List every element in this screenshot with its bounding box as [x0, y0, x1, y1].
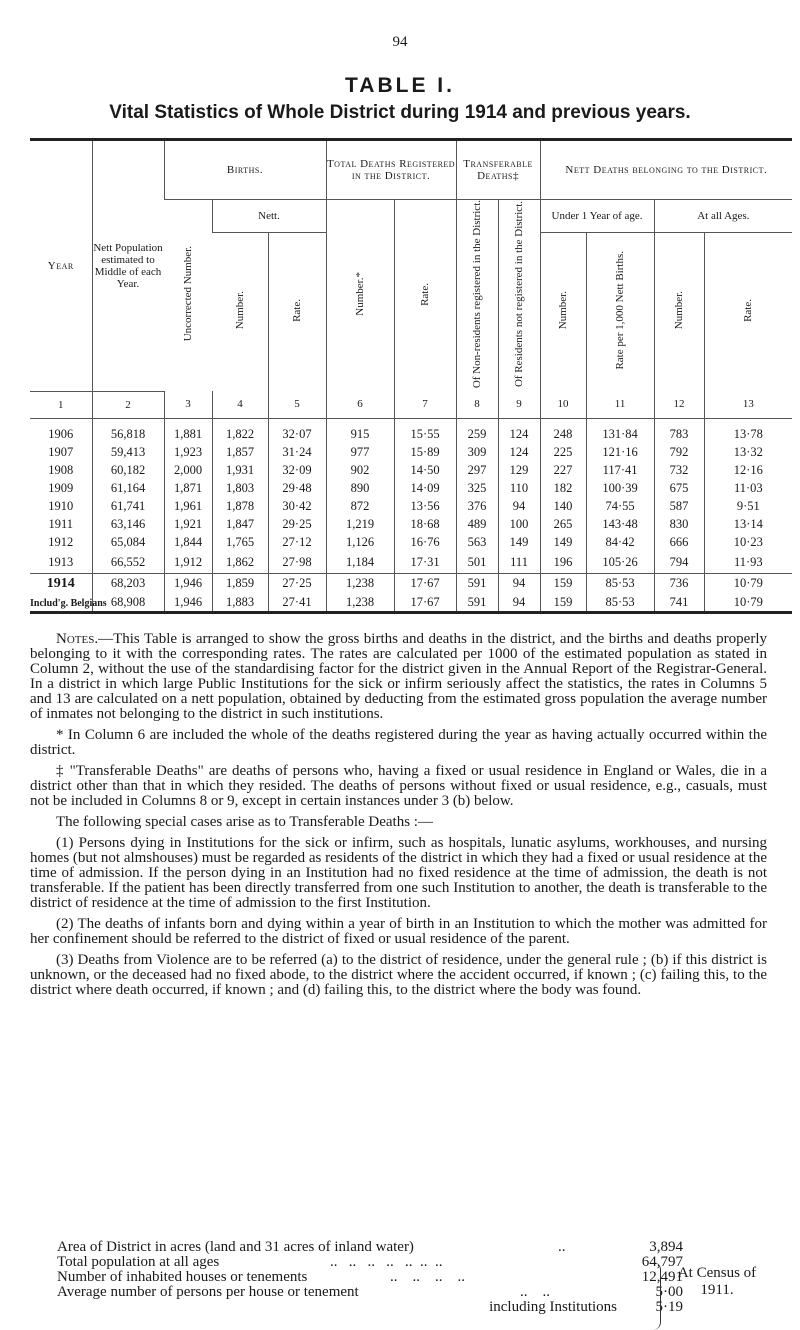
census-including-label: including Institutions — [489, 1299, 617, 1315]
cell-year — [30, 551, 92, 574]
cell-deaths-number: 1,238 — [326, 573, 394, 593]
cell-residents-not-registered: 124 — [498, 418, 540, 443]
header-nett-rate: Rate. — [742, 298, 755, 322]
cell-year — [30, 515, 92, 533]
census-area-value: 3,894 — [649, 1239, 683, 1255]
year-label: 1907 — [48, 444, 74, 459]
cell-residents-not-registered: 94 — [498, 497, 540, 515]
cell-year — [30, 479, 92, 497]
column-number: 13 — [704, 391, 792, 418]
header-year: Year — [30, 140, 92, 392]
footnote-transferable: ‡ "Transferable Deaths" are deaths of persons who, having a fixed or usual residence in England or Wales, die in a district other than that in which they resided. The deaths of persons without fixed or usual residence, e.g., casuals, must not be included in Columns 8 or 9, except in certain instances under 3 (b) below. — [30, 763, 767, 809]
cell-year — [30, 443, 92, 461]
census-row-area: Area of District in acres (land and 31 acres of inland water) .. 3,894 — [57, 1239, 683, 1255]
cell-births-nett: 1,883 — [212, 593, 268, 613]
cell-infant-deaths: 265 — [540, 515, 586, 533]
census-population-label: Total population at all ages — [57, 1254, 220, 1270]
notes-section — [30, 632, 767, 1004]
cell-deaths-number: 1,126 — [326, 533, 394, 551]
cell-non-residents: 501 — [456, 551, 498, 574]
cell-infant-rate: 74·55 — [586, 497, 654, 515]
table-row — [30, 573, 792, 593]
cell-nett-rate: 11·03 — [704, 479, 792, 497]
table-row — [30, 551, 792, 574]
cell-infant-deaths: 248 — [540, 418, 586, 443]
cell-infant-rate: 105·26 — [586, 551, 654, 574]
cell-infant-deaths: 149 — [540, 533, 586, 551]
cell-non-residents: 591 — [456, 593, 498, 613]
cell-deaths-number: 915 — [326, 418, 394, 443]
cell-non-residents: 376 — [456, 497, 498, 515]
footnote-asterisk: * In Column 6 are included the whole of the deaths registered during the year as having actually occurred within the district. — [30, 727, 767, 758]
cell-infant-deaths: 159 — [540, 593, 586, 613]
header-non-residents: Of Non-residents registered in the District. — [471, 200, 484, 389]
cell-year — [30, 593, 107, 613]
page-number: 94 — [392, 34, 408, 50]
notes-label: Notes. — [56, 631, 99, 647]
cell-non-residents: 591 — [456, 573, 498, 593]
cell-deaths-number: 902 — [326, 461, 394, 479]
cell-infant-rate: 143·48 — [586, 515, 654, 533]
special-case-infants: (2) The deaths of infants born and dying within a year of birth in an Institution to which the mother was admitted for her confinement should be referred to the district of fixed or usual residence of the parent. — [30, 916, 767, 947]
cell-year — [30, 533, 92, 551]
census-including-value: 5·19 — [655, 1299, 683, 1315]
cell-nett-deaths: 783 — [654, 418, 704, 443]
cell-birth-rate: 29·25 — [268, 515, 326, 533]
cell-infant-deaths: 225 — [540, 443, 586, 461]
column-number: 11 — [586, 391, 654, 418]
table-row — [30, 479, 792, 497]
column-number: 8 — [456, 391, 498, 418]
cell-births-uncorrected: 1,912 — [164, 551, 212, 574]
cell-infant-rate: 85·53 — [586, 573, 654, 593]
cell-births-uncorrected: 2,000 — [164, 461, 212, 479]
census-side-note: At Census of 1911. — [677, 1265, 757, 1298]
cell-non-residents: 297 — [456, 461, 498, 479]
census-brace — [652, 1262, 661, 1330]
column-number: 6 — [326, 391, 394, 418]
header-deaths-rate: Rate. — [419, 282, 432, 306]
cell-population: 59,413 — [92, 443, 164, 461]
column-number: 10 — [540, 391, 586, 418]
cell-death-rate: 14·50 — [394, 461, 456, 479]
year-label: Includ'g. Belgians — [30, 597, 107, 609]
cell-death-rate: 17·31 — [394, 551, 456, 574]
cell-birth-rate: 27·41 — [268, 593, 326, 613]
cell-nett-deaths: 675 — [654, 479, 704, 497]
cell-death-rate: 15·89 — [394, 443, 456, 461]
cell-births-uncorrected: 1,961 — [164, 497, 212, 515]
column-number: 4 — [212, 391, 268, 418]
cell-year — [30, 573, 92, 593]
column-number: 3 — [164, 391, 212, 418]
cell-nett-deaths: 741 — [654, 593, 704, 613]
cell-births-uncorrected: 1,946 — [164, 573, 212, 593]
cell-residents-not-registered: 94 — [498, 593, 540, 613]
cell-infant-rate: 131·84 — [586, 418, 654, 443]
census-row-average: Average number of persons per house or tenement .. .. 5·00 — [57, 1284, 683, 1300]
cell-death-rate: 17·67 — [394, 593, 456, 613]
cell-population: 65,084 — [92, 533, 164, 551]
cell-infant-deaths: 159 — [540, 573, 586, 593]
cell-residents-not-registered: 100 — [498, 515, 540, 533]
cell-birth-rate: 31·24 — [268, 443, 326, 461]
cell-population: 63,146 — [92, 515, 164, 533]
header-transferable-deaths: Transferable Deaths‡ — [456, 140, 540, 200]
census-population-value: 64,797 — [641, 1254, 683, 1270]
cell-nett-deaths: 732 — [654, 461, 704, 479]
table-row — [30, 418, 792, 443]
cell-births-nett: 1,803 — [212, 479, 268, 497]
cell-deaths-number: 1,238 — [326, 593, 394, 613]
cell-infant-deaths: 140 — [540, 497, 586, 515]
cell-non-residents: 309 — [456, 443, 498, 461]
cell-deaths-number: 890 — [326, 479, 394, 497]
column-number: 9 — [498, 391, 540, 418]
cell-nett-deaths: 666 — [654, 533, 704, 551]
special-case-violence: (3) Deaths from Violence are to be referred (a) to the district of residence, under the general rule ; (b) if this district is unknown, or the deceased had no fixed abode, to the district where the accident occurred, if known ; (c) failing this, to the district where death occurred, if known ; and (d) failing this, to the district where the body was found. — [30, 952, 767, 998]
cell-births-uncorrected: 1,881 — [164, 418, 212, 443]
cell-birth-rate: 27·12 — [268, 533, 326, 551]
year-label: 1913 — [48, 554, 74, 569]
cell-infant-deaths: 196 — [540, 551, 586, 574]
column-number: 12 — [654, 391, 704, 418]
cell-deaths-number: 872 — [326, 497, 394, 515]
cell-births-uncorrected: 1,923 — [164, 443, 212, 461]
header-under-one-year: Under 1 Year of age. — [540, 200, 654, 233]
cell-nett-rate: 13·14 — [704, 515, 792, 533]
census-row-houses: Number of inhabited houses or tenements .. .. .. .. 12,491 — [57, 1269, 683, 1285]
census-row-population: Total population at all ages .. .. .. .. .. .. .. 64,797 — [57, 1254, 683, 1270]
cell-year — [30, 497, 92, 515]
cell-deaths-number: 977 — [326, 443, 394, 461]
census-average-value: 5·00 — [655, 1284, 683, 1300]
cell-births-nett: 1,847 — [212, 515, 268, 533]
header-deaths-number: Number.* — [354, 272, 367, 316]
cell-births-uncorrected: 1,921 — [164, 515, 212, 533]
year-label: 1911 — [48, 516, 74, 531]
cell-nett-rate: 13·78 — [704, 418, 792, 443]
column-number: 7 — [394, 391, 456, 418]
year-label: 1914 — [46, 575, 75, 591]
special-case-institutions: (1) Persons dying in Institutions for the sick or infirm, such as hospitals, lunatic asylums, workhouses, and nursing homes (but not almshouses) must be regarded as residents of the district in which they had a fixed or usual residence at the time of admission. If the person dying in an Institution had no fixed residence at the time of admission, the death is not transferable. If the patient has been directly transferred from one such Institution to another, the death is transferable to the district of residence at the time of admission to the first Institution. — [30, 835, 767, 911]
cell-infant-rate: 85·53 — [586, 593, 654, 613]
notes-paragraph — [30, 632, 767, 722]
cell-non-residents: 259 — [456, 418, 498, 443]
cell-death-rate: 16·76 — [394, 533, 456, 551]
column-number-row — [30, 391, 792, 418]
header-infant-rate: Rate per 1,000 Nett Births. — [614, 251, 627, 370]
cell-births-uncorrected: 1,946 — [164, 593, 212, 613]
cell-death-rate: 14·09 — [394, 479, 456, 497]
cell-residents-not-registered: 111 — [498, 551, 540, 574]
cell-birth-rate: 27·25 — [268, 573, 326, 593]
cell-residents-not-registered: 124 — [498, 443, 540, 461]
year-label: 1908 — [48, 462, 74, 477]
table-row — [30, 533, 792, 551]
cell-non-residents: 489 — [456, 515, 498, 533]
cell-births-nett: 1,862 — [212, 551, 268, 574]
header-births: Births. — [164, 140, 326, 200]
cell-death-rate: 18·68 — [394, 515, 456, 533]
cell-death-rate: 13·56 — [394, 497, 456, 515]
header-births-uncorrected: Uncorrected Number. — [181, 246, 194, 342]
year-label: 1910 — [48, 498, 74, 513]
cell-nett-rate: 11·93 — [704, 551, 792, 574]
cell-nett-deaths: 794 — [654, 551, 704, 574]
year-label: 1906 — [48, 426, 74, 441]
year-label: 1909 — [48, 480, 74, 495]
header-all-ages: At all Ages. — [654, 200, 792, 233]
cell-nett-rate: 13·32 — [704, 443, 792, 461]
cell-infant-rate: 121·16 — [586, 443, 654, 461]
header-births-nett: Nett. — [212, 200, 326, 233]
census-houses-value: 12,491 — [641, 1269, 683, 1285]
cell-births-nett: 1,765 — [212, 533, 268, 551]
header-total-deaths: Total Deaths Registered in the District. — [326, 140, 456, 200]
cell-population: 66,552 — [92, 551, 164, 574]
year-label: 1912 — [48, 534, 74, 549]
cell-nett-rate: 10·79 — [704, 593, 792, 613]
cell-birth-rate: 32·07 — [268, 418, 326, 443]
cell-nett-deaths: 587 — [654, 497, 704, 515]
cell-births-nett: 1,857 — [212, 443, 268, 461]
cell-birth-rate: 29·48 — [268, 479, 326, 497]
column-number: 5 — [268, 391, 326, 418]
cell-death-rate: 17·67 — [394, 573, 456, 593]
census-area-label: Area of District in acres (land and 31 acres of inland water) — [57, 1239, 414, 1255]
cell-births-uncorrected: 1,871 — [164, 479, 212, 497]
table-row — [30, 515, 792, 533]
cell-population: 61,164 — [92, 479, 164, 497]
cell-year — [30, 418, 92, 443]
header-births-number: Number. — [233, 291, 246, 330]
cell-residents-not-registered: 149 — [498, 533, 540, 551]
table-row — [30, 461, 792, 479]
cell-nett-rate: 10·23 — [704, 533, 792, 551]
cell-death-rate: 15·55 — [394, 418, 456, 443]
cell-birth-rate: 27·98 — [268, 551, 326, 574]
cell-population: 56,818 — [92, 418, 164, 443]
cell-nett-deaths: 792 — [654, 443, 704, 461]
cell-infant-deaths: 182 — [540, 479, 586, 497]
cell-year — [30, 461, 92, 479]
table-body — [30, 418, 792, 612]
cell-nett-rate: 12·16 — [704, 461, 792, 479]
cell-births-nett: 1,859 — [212, 573, 268, 593]
cell-infant-rate: 117·41 — [586, 461, 654, 479]
cell-births-nett: 1,822 — [212, 418, 268, 443]
cell-birth-rate: 32·09 — [268, 461, 326, 479]
cell-deaths-number: 1,184 — [326, 551, 394, 574]
cell-population: 60,182 — [92, 461, 164, 479]
cell-nett-rate: 10·79 — [704, 573, 792, 593]
header-population: Nett Population estimated to Middle of each Year. — [92, 140, 164, 392]
table-row — [30, 593, 792, 613]
header-infant-number: Number. — [557, 291, 570, 330]
cell-infant-rate: 100·39 — [586, 479, 654, 497]
cell-infant-rate: 84·42 — [586, 533, 654, 551]
cell-births-nett: 1,878 — [212, 497, 268, 515]
table-subtitle: Vital Statistics of Whole District during 1914 and previous years. — [109, 102, 691, 123]
cell-non-residents: 325 — [456, 479, 498, 497]
header-nett-number: Number. — [673, 291, 686, 330]
table-row — [30, 497, 792, 515]
header-births-rate: Rate. — [291, 298, 303, 322]
header-nett-deaths: Nett Deaths belonging to the District. — [540, 140, 792, 200]
cell-nett-deaths: 830 — [654, 515, 704, 533]
cell-residents-not-registered: 110 — [498, 479, 540, 497]
special-cases-intro: The following special cases arise as to Transferable Deaths :— — [56, 814, 433, 830]
cell-birth-rate: 30·42 — [268, 497, 326, 515]
table-row — [30, 443, 792, 461]
cell-deaths-number: 1,219 — [326, 515, 394, 533]
cell-residents-not-registered: 129 — [498, 461, 540, 479]
cell-births-uncorrected: 1,844 — [164, 533, 212, 551]
cell-residents-not-registered: 94 — [498, 573, 540, 593]
column-number: 2 — [92, 391, 164, 418]
cell-population: 68,908 — [92, 593, 164, 613]
cell-nett-deaths: 736 — [654, 573, 704, 593]
cell-population: 68,203 — [92, 573, 164, 593]
census-houses-label: Number of inhabited houses or tenements — [57, 1269, 308, 1285]
vital-statistics-table — [30, 138, 792, 614]
column-number: 1 — [30, 391, 92, 418]
cell-births-nett: 1,931 — [212, 461, 268, 479]
table-title: TABLE I. — [345, 74, 455, 97]
cell-infant-deaths: 227 — [540, 461, 586, 479]
notes-text: —This Table is arranged to show the gross births and deaths in the district, and the births and deaths properly belonging to it with the corresponding rates. The rates are calculated per 1000 of the estimated population as stated in Column 2, without the use of the standardising factor for the district given in the Annual Report of the Registrar-General. In a district in which large Public Institutions for the sick or infirm seriously affect the statistics, the rates in Columns 5 and 13 are calculated on a nett population, obtained by deducting from the estimated gross population the average number of inmates not belonging to the district in such institutions. — [30, 631, 767, 722]
header-residents-not-registered: Of Residents not registered in the District. — [513, 201, 526, 388]
cell-population: 61,741 — [92, 497, 164, 515]
census-average-label: Average number of persons per house or tenement — [57, 1284, 359, 1300]
cell-nett-rate: 9·51 — [704, 497, 792, 515]
cell-non-residents: 563 — [456, 533, 498, 551]
